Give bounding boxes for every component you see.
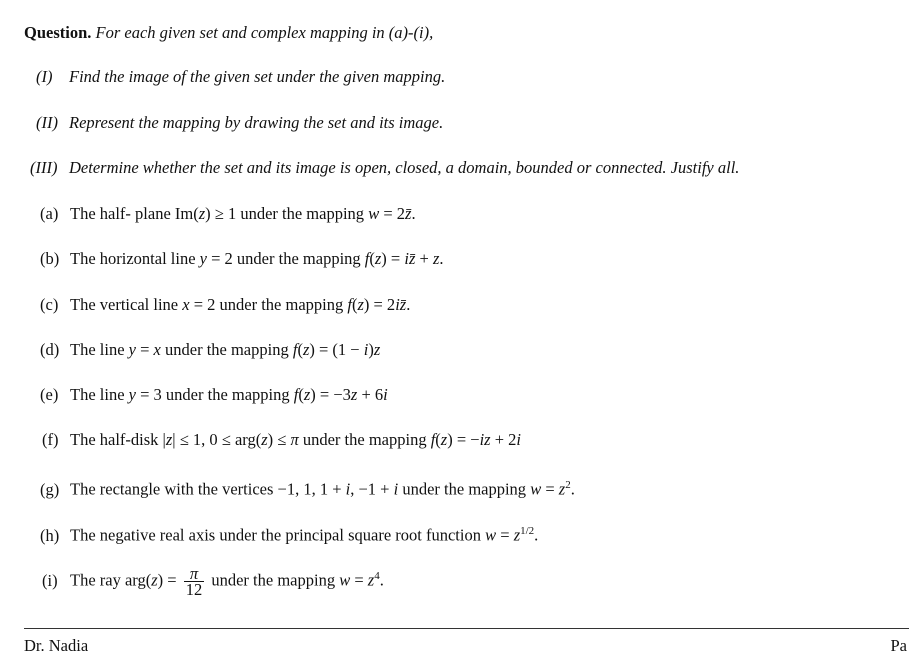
task-text: Find the image of the given set under the given mapping. [69, 67, 446, 86]
part-i: (i) The ray arg(z) = $\frac{\pi}{12}$ under the mapping $w = z^4$. [42, 564, 384, 600]
task-item [30, 158, 739, 178]
footer-page: Pa [890, 636, 907, 655]
part-b: (b) The horizontal line y = 2 under the mapping f(z) = iz̄ + z. [40, 249, 444, 268]
question-heading: Question. [24, 23, 92, 42]
part-label: (i) [42, 570, 58, 590]
question-intro: For each given set and complex mapping in (a)-(i), [95, 23, 434, 42]
task-label: (III) [30, 158, 58, 177]
part-label: (b) [40, 249, 60, 268]
part-c: (c) The vertical line x = 2 under the mapping f(z) = 2iz̄. [40, 295, 411, 314]
part-h: (h) The negative real axis under the principal square root function $w = z^{1/2}$. [40, 525, 539, 545]
footer-rule [24, 628, 909, 629]
part-label: (f) [42, 430, 59, 449]
task-label: (II) [36, 113, 58, 132]
part-label: (g) [40, 479, 60, 499]
task-label: (I) [36, 67, 53, 86]
part-label: (c) [40, 295, 59, 314]
part-label: (d) [40, 340, 60, 359]
task-item [36, 67, 445, 87]
part-d: (d) The line y = x under the mapping f(z) = (1 − i)z [40, 340, 381, 359]
task-text: Represent the mapping by drawing the set and its image. [69, 113, 444, 132]
part-label: (e) [40, 385, 59, 404]
fraction: $\frac{\pi}{12}$ [185, 564, 203, 600]
part-g: (g) The rectangle with the vertices −1, 1, 1 + i, −1 + i under the mapping $w = z^2$. [40, 479, 575, 499]
part-e: (e) The line y = 3 under the mapping f(z) = −3z + 6i [40, 385, 388, 404]
footer-author: Dr. Nadia [24, 636, 89, 655]
part-f: (f) The half-disk |z| ≤ 1, 0 ≤ arg(z) ≤ π under the mapping f(z) = −iz + 2i [42, 430, 521, 449]
question-header [24, 23, 433, 43]
part-label: (a) [40, 204, 59, 223]
part-a: (a) The half- plane Im(z) ≥ 1 under the mapping w = 2z̄. [40, 204, 416, 223]
task-text: Determine whether the set and its image is open, closed, a domain, bounded or connected. Justify all. [69, 158, 740, 177]
task-item [36, 113, 443, 133]
part-label: (h) [40, 525, 60, 545]
